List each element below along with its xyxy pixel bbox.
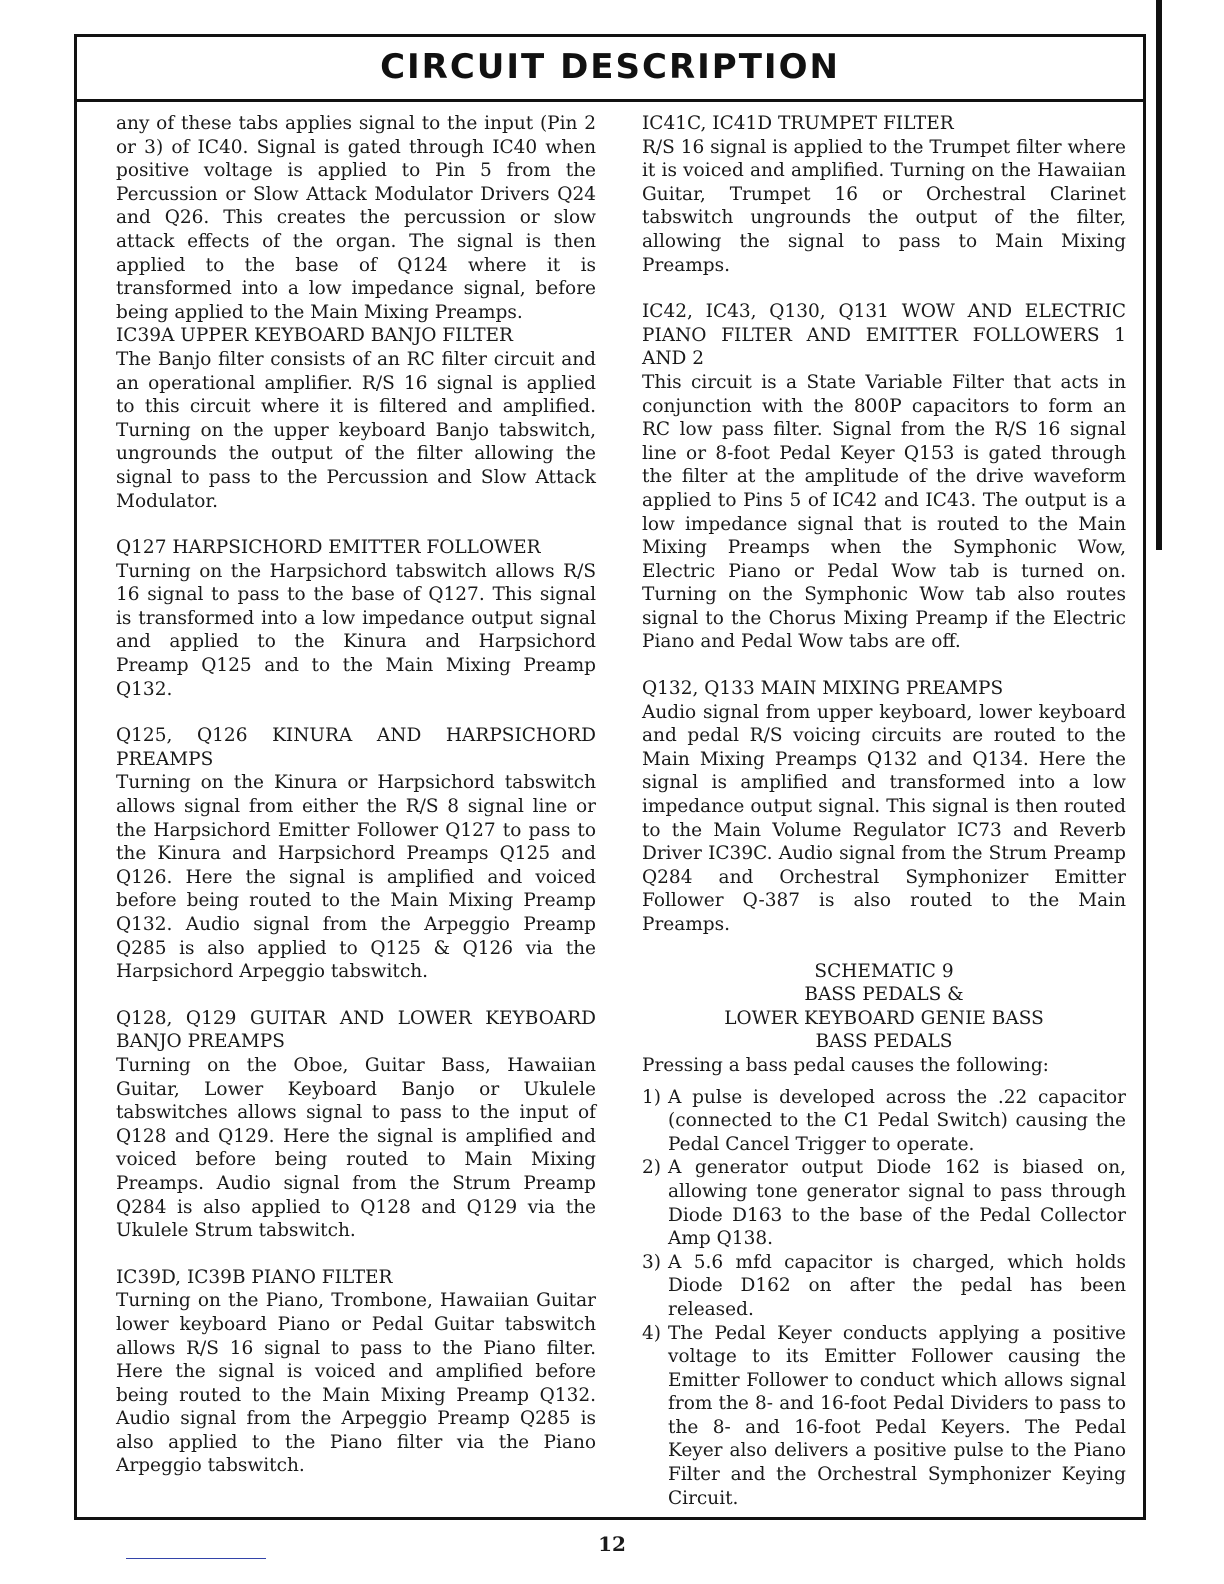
section-wow-filter [642, 300, 1126, 654]
section-body: R/S 16 signal is applied to the Trumpet filter where it is voiced and amplified. Turning on the Hawaiian Guitar, Trumpet 16 or Orchestral Clarinet tabswitch ungrounds the output of the filter, allowing the signal to pass to Main Mixing Preamps. [642, 136, 1126, 276]
list-text: The Pedal Keyer conducts applying a positive voltage to its Emitter Follower causing the Emitter Follower to conduct which allows signal from the 8- and 16-foot Pedal Dividers to pass to the 8- and 16-foot Pedal Keyers. The Pedal Keyer also delivers a positive pulse to the Piano Filter and the Orchestral Symphonizer Keying Circuit. [668, 1322, 1126, 1509]
section-body: Turning on the Piano, Trombone, Hawaiian Guitar lower keyboard Piano or Pedal Guitar tabswitch allows R/S 16 signal to pass to the Piano filter. Here the signal is voiced and amplified before being routed to the Main Mixing Preamp Q132. Audio signal from the Arpeggio Preamp Q285 is also applied to the Piano filter via the Piano Arpeggio tabswitch. [116, 1290, 596, 1477]
list-item [642, 1322, 1126, 1511]
section-heading: IC41C, IC41D TRUMPET FILTER [642, 113, 954, 134]
section-heading: Q125, Q126 KINURA AND HARPSICHORD PREAMPS [116, 725, 596, 770]
list-text: A 5.6 mfd capacitor is charged, which holds Diode D162 on after the pedal has been released. [668, 1251, 1126, 1320]
section-heading: IC39D, IC39B PIANO FILTER [116, 1266, 393, 1288]
section-kinura-preamps [116, 724, 596, 984]
section-heading: Q127 HARPSICHORD EMITTER FOLLOWER [116, 537, 541, 559]
list-number: 4) [642, 1322, 661, 1344]
section-body: Turning on the Harpsichord tabswitch allows R/S 16 signal to pass to the base of Q127. This signal is transformed into a low impedance output signal and applied to the Kinura and Harpsichord Preamp Q125 and to the Main Mixing Preamp Q132. [116, 560, 596, 700]
list-number: 2) [642, 1157, 661, 1179]
section-banjo-filter [116, 324, 596, 513]
bass-intro: Pressing a bass pedal causes the following: [642, 1054, 1049, 1076]
schematic-title: SCHEMATIC 9 [814, 960, 954, 982]
section-harpsichord-emitter [116, 536, 596, 701]
section-piano-filter [116, 1266, 596, 1478]
section-body: Turning on the Kinura or Harpsichord tabswitch allows signal from either the R/S 8 signal line or the Harpsichord Emitter Follower Q127 to pass to the Kinura and Harpsichord Preamps Q125 and Q126. Here the signal is amplified and voiced before being routed to the Main Mixing Preamp Q132. Audio signal from the Arpeggio Preamp Q285 is also applied to Q125 & Q126 via the Harpsichord Arpeggio tabswitch. [116, 772, 596, 983]
bass-steps-list [642, 1086, 1126, 1511]
edge-mark [1156, 0, 1162, 550]
list-number: 1) [642, 1086, 661, 1108]
section-heading: Q128, Q129 GUITAR AND LOWER KEYBOARD BANJO PREAMPS [116, 1007, 596, 1053]
section-heading: IC42, IC43, Q130, Q131 WOW AND ELECTRIC PIANO FILTER AND EMITTER FOLLOWERS 1 AND 2 [642, 301, 1126, 370]
title-bar [74, 34, 1146, 102]
left-column [116, 112, 596, 1501]
page-title: CIRCUIT DESCRIPTION [380, 46, 840, 87]
page-number: 12 [598, 1532, 626, 1556]
bass-pedals-heading: BASS PEDALS [815, 1031, 953, 1053]
section-body: This circuit is a State Variable Filter that acts in conjunction with the 800P capacitors to form an RC low pass filter. Signal from the R/S 16 signal line or 8-foot Pedal Keyer Q153 is gated through the filter at the amplitude of the drive waveform applied to Pins 5 of IC42 and IC43. The output is a low impedance signal that is routed to the Main Mixing Preamps when the Symphonic Wow, Electric Piano or Pedal Wow tab is turned on. Turning on the Symphonic Wow tab also routes signal to the Chorus Mixing Preamp if the Electric Piano and Pedal Wow tabs are off. [642, 371, 1126, 653]
section-main-mixing [642, 677, 1126, 937]
list-text: A generator output Diode 162 is biased on, allowing tone generator signal to pass through Diode D163 to the base of the Pedal Collector Amp Q138. [668, 1157, 1126, 1250]
intro-paragraph: any of these tabs applies signal to the input (Pin 2 or 3) of IC40. Signal is gated through IC40 when positive voltage is applied to Pin 5 from the Percussion or Slow Attack Modulator Drivers Q24 and Q26. This creates the percussion or slow attack effects of the organ. The signal is then applied to the base of Q124 where it is transformed into a low impedance signal, before being applied to the Main Mixing Preamps. [116, 113, 596, 323]
right-column [642, 112, 1126, 1510]
section-heading: IC39A UPPER KEYBOARD BANJO FILTER [116, 325, 513, 347]
bottom-rule [126, 1558, 266, 1559]
section-body: The Banjo filter consists of an RC filter circuit and an operational amplifier. R/S 16 signal is applied to this circuit where it is filtered and amplified. Turning on the upper keyboard Banjo tabswitch, ungrounds the output of the filter allowing the signal to pass to the Percussion and Slow Attack Modulator. [116, 348, 596, 512]
section-guitar-preamps [116, 1007, 596, 1243]
list-number: 3) [642, 1251, 661, 1273]
list-item [642, 1086, 1126, 1157]
schematic-subtitle-1: BASS PEDALS & [804, 984, 964, 1006]
section-trumpet-filter [642, 112, 1126, 277]
section-heading: Q132, Q133 MAIN MIXING PREAMPS [642, 678, 1004, 700]
schematic-subtitle-2: LOWER KEYBOARD GENIE BASS [724, 1007, 1044, 1029]
list-item [642, 1251, 1126, 1322]
section-body: Audio signal from upper keyboard, lower keyboard and pedal R/S voicing circuits are routed to the Main Mixing Preamps Q132 and Q134. Here the signal is amplified and transformed into a low impedance output signal. This signal is then routed to the Main Volume Regulator IC73 and Reverb Driver IC39C. Audio signal from the Strum Preamp Q284 and Orchestral Symphonizer Emitter Follower Q-387 is also routed to the Main Preamps. [642, 701, 1126, 935]
list-item [642, 1156, 1126, 1250]
list-text: A pulse is developed across the .22 capacitor (connected to the C1 Pedal Switch) causing the Pedal Cancel Trigger to operate. [668, 1086, 1126, 1155]
section-body: Turning on the Oboe, Guitar Bass, Hawaiian Guitar, Lower Keyboard Banjo or Ukulele tabswitches allows signal to pass to the input of Q128 and Q129. Here the signal is amplified and voiced before being routed to Main Mixing Preamps. Audio signal from the Strum Preamp Q284 is also applied to Q128 and Q129 via the Ukulele Strum tabswitch. [116, 1054, 596, 1242]
